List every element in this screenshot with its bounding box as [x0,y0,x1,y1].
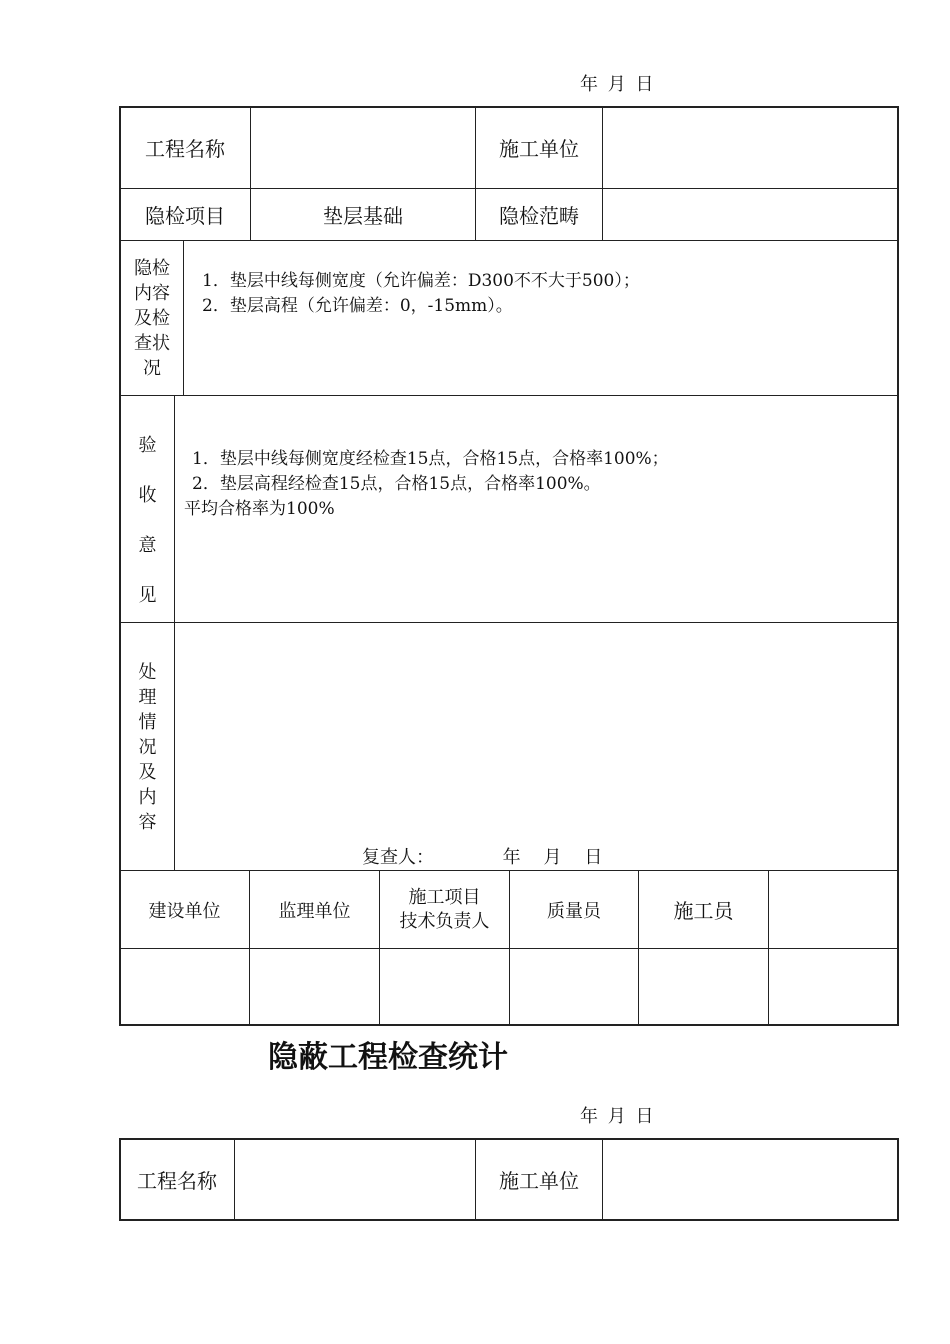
content-label: 隐检 内容 及检 查状 况 [134,258,170,379]
sign-field-tech-lead[interactable] [380,949,509,1024]
form2-date: 年 月 日 [580,1106,656,1127]
form2-contractor-field[interactable] [603,1140,897,1219]
review-line: 复查人： 年 月 日 [362,847,603,868]
sign-header-supervisor: 监理单位 [278,900,351,922]
sign-field-supervisor[interactable] [250,949,379,1024]
acceptance-line-2: 2．垫层高程经检查15点，合格15点，合格率100%。 [192,474,601,494]
form2-title: 隐蔽工程检查统计 [268,1040,508,1075]
form1-date: 年 月 日 [580,74,656,95]
contractor-field[interactable] [603,107,897,188]
sign-header-tech-lead: 施工项目 技术负责人 [399,886,490,932]
acceptance-line-1: 1．垫层中线每侧宽度经检查15点，合格15点，合格率100%； [192,449,669,469]
inspection-item-label: 隐检项目 [145,204,225,228]
project-name-field[interactable] [251,107,475,188]
sign-field-owner[interactable] [120,949,249,1024]
acceptance-label: 验 收 意 见 [138,435,157,606]
handling-label: 处 理 情 况 及 内 容 [138,662,157,833]
acceptance-line-3: 平均合格率为100% [184,499,335,519]
contractor-label: 施工单位 [499,137,579,161]
project-name-label: 工程名称 [145,137,225,161]
sign-header-owner: 建设单位 [148,900,221,922]
inspection-scope-label: 隐检范畴 [499,204,579,228]
sign-header-builder: 施工员 [673,899,734,923]
form2-project-name-field[interactable] [235,1140,475,1219]
inspection-item-value[interactable]: 垫层基础 [323,204,403,228]
content-line-1: 1．垫层中线每侧宽度（允许偏差：D300不不大于500）； [202,271,640,291]
sign-field-builder[interactable] [639,949,768,1024]
content-text [202,269,640,319]
sign-field-quality[interactable] [510,949,638,1024]
form2-project-name-label: 工程名称 [137,1169,217,1193]
inspection-scope-field[interactable] [603,189,897,240]
sign-header-empty [769,871,897,948]
acceptance-text [184,447,669,522]
sign-header-quality: 质量员 [547,900,601,922]
sign-field-extra[interactable] [769,949,897,1024]
form2-contractor-label: 施工单位 [499,1169,579,1193]
content-line-2: 2．垫层高程（允许偏差：0，-15mm）。 [202,296,513,316]
